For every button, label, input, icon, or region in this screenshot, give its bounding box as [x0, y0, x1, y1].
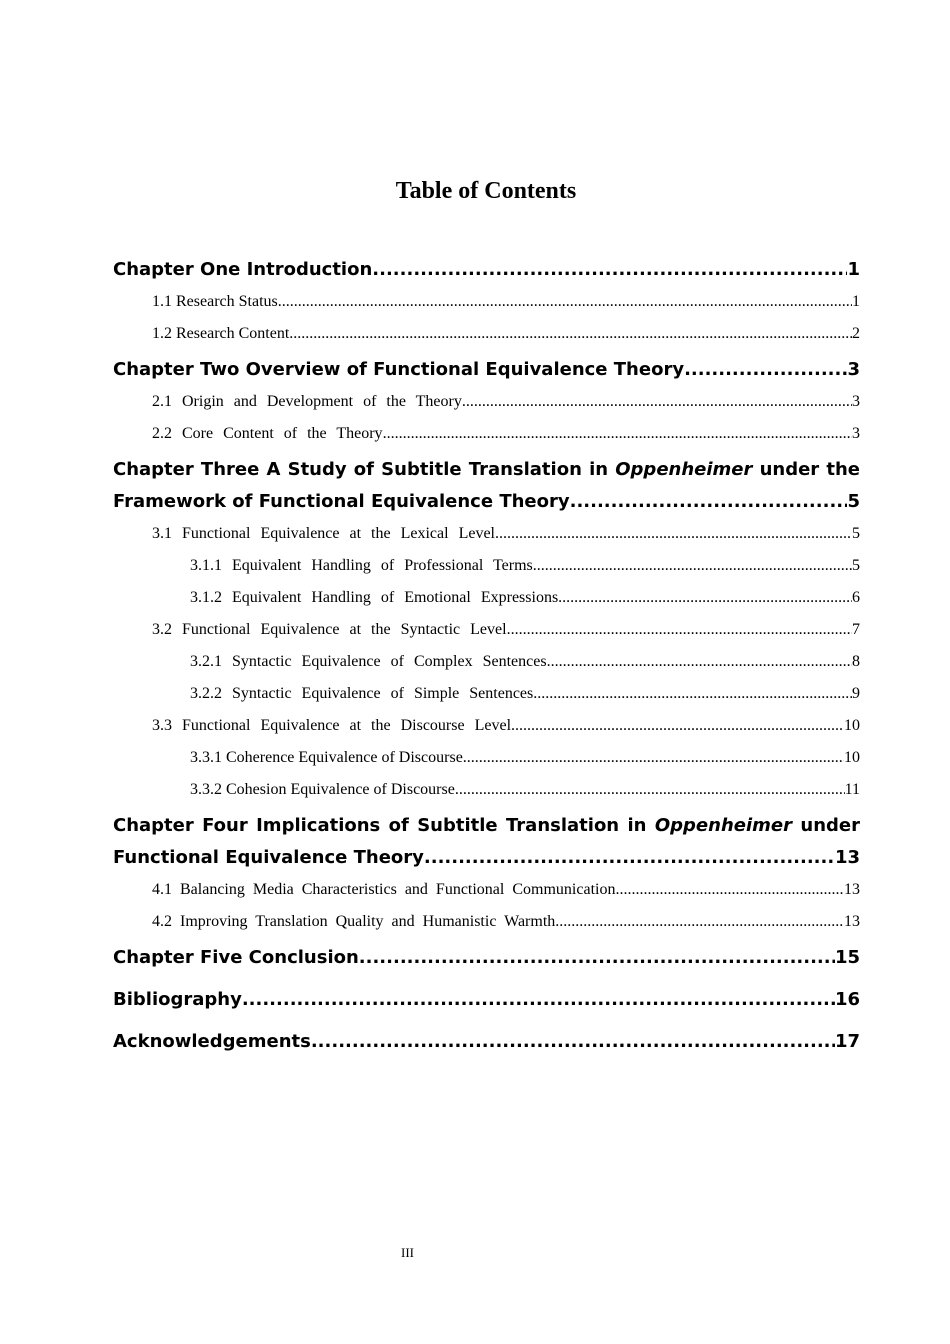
toc-page-number: 16	[834, 989, 860, 1010]
toc-page-number: 10	[844, 749, 860, 766]
toc-entry-title: 2.1 Origin and Development of the Theory	[152, 393, 462, 410]
toc-page-number: 3	[852, 393, 860, 410]
toc-page-number: 3	[852, 425, 860, 442]
toc-page-number: 1	[852, 293, 860, 310]
toc-entry-chapter-three[interactable]	[113, 454, 860, 518]
toc-entry-3-3-2[interactable]	[113, 774, 860, 806]
toc-title-part: Functional Equivalence Theory	[113, 847, 424, 868]
toc-title-part: Framework of Functional Equivalence Theory	[113, 491, 570, 512]
page-number-footer: III	[401, 1245, 414, 1260]
toc-entry-3-1[interactable]	[113, 518, 860, 550]
toc-entry-title: 4.2 Improving Translation Quality and Humanistic Warmth	[152, 913, 556, 930]
toc-page-number: 8	[852, 653, 860, 670]
toc-title-part: under	[800, 815, 860, 836]
toc-page-number: 5	[852, 557, 860, 574]
toc-entry-title: 1.1 Research Status	[152, 293, 278, 310]
toc-entry-title: 3.2.2 Syntactic Equivalence of Simple Sentences	[190, 685, 534, 702]
dot-leader	[359, 942, 835, 974]
dot-leader	[547, 646, 852, 678]
toc-entry-3-3[interactable]	[113, 710, 860, 742]
toc-entry-title: Chapter Five Conclusion	[113, 947, 359, 968]
toc-entry-title: 3.3.1 Coherence Equivalence of Discourse	[190, 749, 463, 766]
table-of-contents	[113, 254, 860, 1058]
toc-entry-4-1[interactable]	[113, 874, 860, 906]
dot-leader	[558, 582, 852, 614]
dot-leader	[533, 550, 852, 582]
dot-leader	[507, 614, 852, 646]
toc-entry-3-2-1[interactable]	[113, 646, 860, 678]
toc-entry-title: 1.2 Research Content	[152, 325, 290, 342]
dot-leader	[615, 874, 844, 906]
dot-leader	[311, 1026, 835, 1058]
dot-leader	[684, 354, 847, 386]
toc-entry-bibliography[interactable]	[113, 984, 860, 1016]
toc-entry-2-1[interactable]	[113, 386, 860, 418]
toc-entry-3-2-2[interactable]	[113, 678, 860, 710]
toc-page-number: 5	[847, 491, 860, 512]
dot-leader	[278, 286, 852, 318]
toc-page-number: 13	[844, 881, 860, 898]
toc-entry-chapter-one[interactable]	[113, 254, 860, 286]
toc-page-number: 10	[844, 717, 860, 734]
toc-page-number: 1	[847, 259, 860, 280]
dot-leader	[289, 318, 852, 350]
dot-leader	[424, 842, 835, 874]
toc-page-number: 5	[852, 525, 860, 542]
toc-entry-title: 3.3.2 Cohesion Equivalence of Discourse	[190, 781, 455, 798]
toc-entry-acknowledgements[interactable]	[113, 1026, 860, 1058]
toc-entry-title-line-2	[113, 486, 860, 518]
film-title: Oppenheimer	[615, 459, 753, 480]
dot-leader	[242, 984, 835, 1016]
toc-entry-chapter-five[interactable]	[113, 942, 860, 974]
dot-leader	[372, 254, 847, 286]
dot-leader	[511, 710, 844, 742]
toc-entry-title: 3.2.1 Syntactic Equivalence of Complex Sentences	[190, 653, 547, 670]
toc-page-number: 9	[852, 685, 860, 702]
toc-entry-title: 3.2 Functional Equivalence at the Syntactic Level	[152, 621, 507, 638]
toc-page-number: 13	[834, 847, 860, 868]
toc-page-number: 3	[847, 359, 860, 380]
toc-entry-title: 2.2 Core Content of the Theory	[152, 425, 383, 442]
dot-leader	[533, 678, 852, 710]
toc-entry-4-2[interactable]	[113, 906, 860, 938]
toc-page-number: 17	[834, 1031, 860, 1052]
toc-entry-title-line-2	[113, 842, 860, 874]
toc-page-number: 2	[852, 325, 860, 342]
dot-leader	[555, 906, 844, 938]
toc-page-number: 13	[844, 913, 860, 930]
toc-entry-1-1[interactable]	[113, 286, 860, 318]
dot-leader	[570, 486, 848, 518]
film-title: Oppenheimer	[654, 815, 792, 836]
page-title: Table of Contents	[395, 178, 577, 204]
toc-entry-3-1-2[interactable]	[113, 582, 860, 614]
toc-page-number: 6	[852, 589, 860, 606]
dot-leader	[455, 774, 845, 806]
toc-page-number: 7	[852, 621, 860, 638]
toc-entry-title-line-1	[113, 454, 860, 486]
toc-entry-title: 3.1.2 Equivalent Handling of Emotional Expressions	[190, 589, 559, 606]
toc-entry-title: 3.3 Functional Equivalence at the Discourse Level	[152, 717, 512, 734]
toc-entry-title-line-1	[113, 810, 860, 842]
dot-leader	[383, 418, 852, 450]
dot-leader	[462, 386, 852, 418]
toc-entry-title: Bibliography	[113, 989, 242, 1010]
toc-entry-chapter-two[interactable]	[113, 354, 860, 386]
toc-entry-title: Chapter One Introduction	[113, 259, 373, 280]
dot-leader	[495, 518, 852, 550]
toc-entry-title: Chapter Two Overview of Functional Equivalence Theory	[113, 359, 685, 380]
toc-entry-3-1-1[interactable]	[113, 550, 860, 582]
dot-leader	[463, 742, 844, 774]
toc-entry-2-2[interactable]	[113, 418, 860, 450]
toc-entry-chapter-four[interactable]	[113, 810, 860, 874]
toc-entry-title: 3.1 Functional Equivalence at the Lexical Level	[152, 525, 495, 542]
toc-page-number: 11	[844, 781, 860, 798]
toc-entry-title: Acknowledgements	[113, 1031, 311, 1052]
toc-entry-3-2[interactable]	[113, 614, 860, 646]
toc-title-part: Chapter Four Implications of Subtitle Translation in	[113, 815, 647, 836]
toc-entry-title: 3.1.1 Equivalent Handling of Professional Terms	[190, 557, 533, 574]
toc-title-part: Chapter Three A Study of Subtitle Translation in	[113, 459, 609, 480]
toc-page-number: 15	[834, 947, 860, 968]
toc-entry-title: 4.1 Balancing Media Characteristics and Functional Communication	[152, 881, 616, 898]
toc-entry-3-3-1[interactable]	[113, 742, 860, 774]
toc-entry-1-2[interactable]	[113, 318, 860, 350]
toc-title-part: under the	[759, 459, 860, 480]
